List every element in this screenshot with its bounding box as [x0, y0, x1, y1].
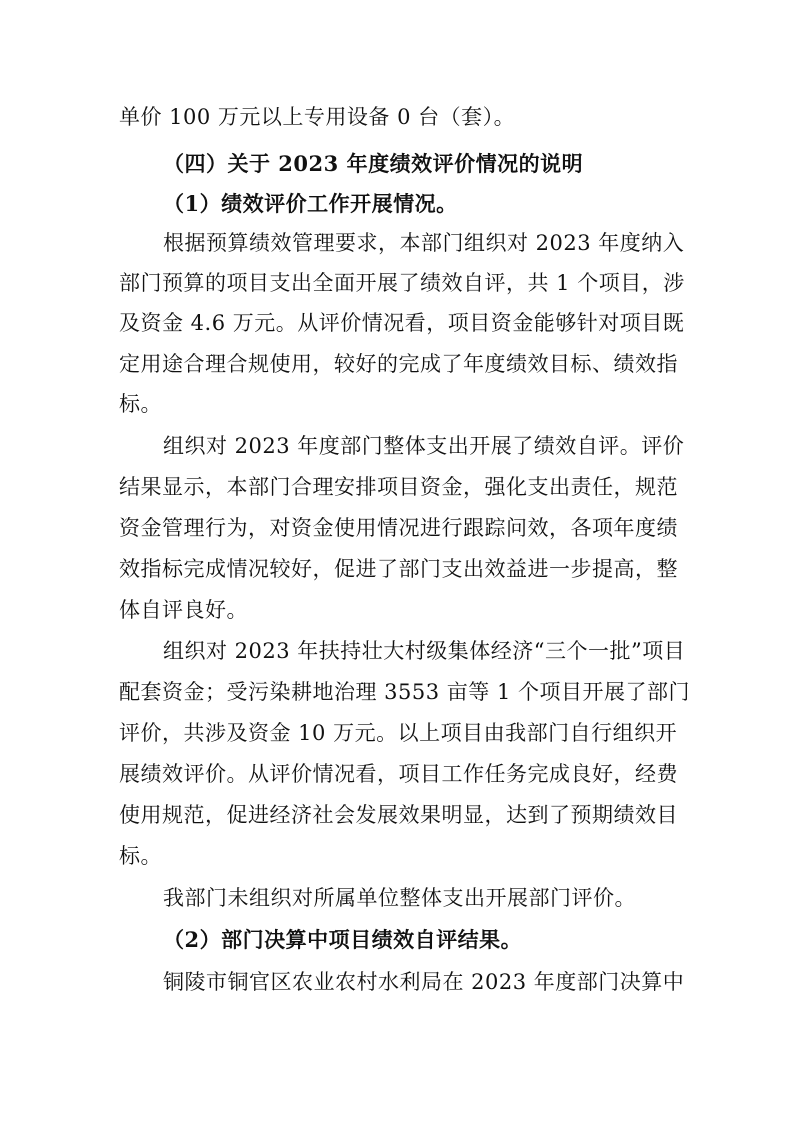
para3-line-6: 标。	[119, 844, 162, 868]
para2-line-2: 结果显示，本部门合理安排项目资金，强化支出责任，规范	[119, 475, 678, 499]
para1-line-2: 部门预算的项目支出全面开展了绩效自评，共 1 个项目，涉	[119, 271, 685, 295]
para3-line-4: 展绩效评价。从评价情况看，项目工作任务完成良好，经费	[119, 762, 678, 786]
para1-line-5: 标。	[119, 392, 162, 416]
para4-line-1: 我部门未组织对所属单位整体支出开展部门评价。	[163, 886, 636, 910]
para3-line-3: 评价，共涉及资金 10 万元。以上项目由我部门自行组织开	[119, 721, 678, 745]
para1-line-4: 定用途合理合规使用，较好的完成了年度绩效目标、绩效指	[119, 352, 678, 376]
body-line-1: 单价 100 万元以上专用设备 0 台（套）。	[119, 105, 516, 129]
section-heading: （四）关于 2023 年度绩效评价情况的说明	[163, 151, 584, 176]
subsection-heading-2: （2）部门决算中项目绩效自评结果。	[163, 927, 523, 952]
para3-line-5: 使用规范，促进经济社会发展效果明显，达到了预期绩效目	[119, 803, 678, 827]
para5-line-1: 铜陵市铜官区农业农村水利局在 2023 年度部门决算中	[163, 970, 685, 994]
para3-line-1: 组织对 2023 年扶持壮大村级集体经济“三个一批”项目	[163, 639, 686, 663]
para2-line-1: 组织对 2023 年度部门整体支出开展了绩效自评。评价	[163, 434, 685, 458]
para3-line-2: 配套资金；受污染耕地治理 3553 亩等 1 个项目开展了部门	[119, 680, 691, 704]
para2-line-4: 效指标完成情况较好，促进了部门支出效益进一步提高，整	[119, 557, 678, 581]
para2-line-3: 资金管理行为，对资金使用情况进行跟踪问效，各项年度绩	[119, 516, 678, 540]
para1-line-3: 及资金 4.6 万元。从评价情况看，项目资金能够针对项目既	[119, 311, 685, 335]
subsection-heading-1: （1）绩效评价工作开展情况。	[163, 191, 458, 216]
para1-line-1: 根据预算绩效管理要求，本部门组织对 2023 年度纳入	[163, 231, 685, 255]
para2-line-5: 体自评良好。	[119, 598, 248, 622]
